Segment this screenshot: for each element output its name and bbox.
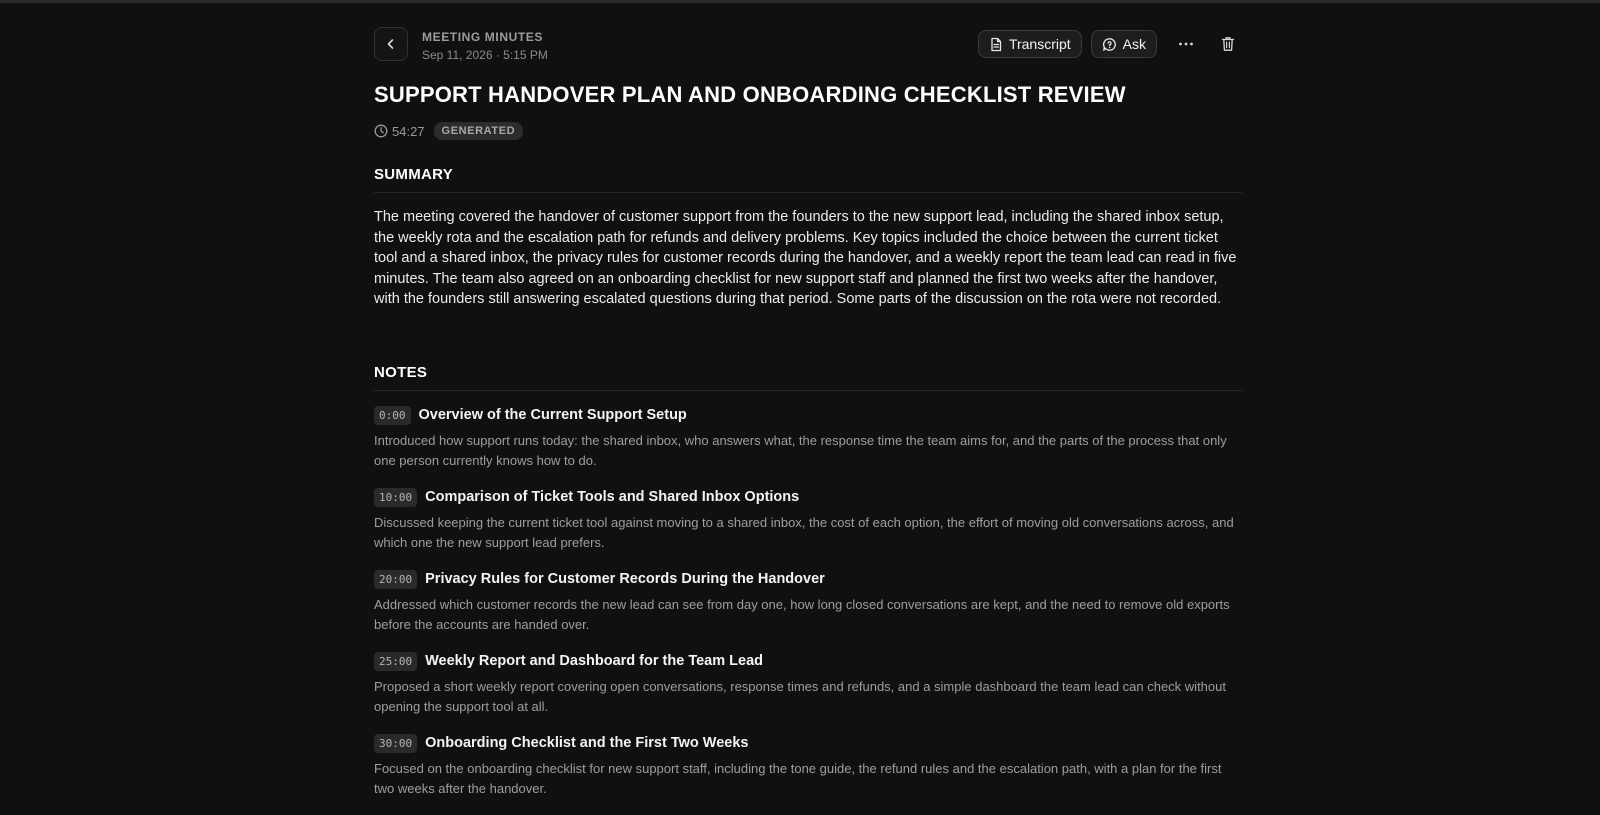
note-timestamp[interactable]: 0:00 [374, 406, 411, 425]
more-horizontal-icon [1178, 41, 1194, 47]
clock-icon [374, 124, 388, 138]
summary-text: The meeting covered the handover of customer support from the founders to the new support lead, including the shared inbox setup, the weekly rota and the escalation path for refunds and delivery problems. Key topics included the choice between the current ticket tool and a shared inbox, the privacy rules for customer records during the handover, and a weekly report the team lead can read in five minutes. The team also agreed on an onboarding checklist for new support staff and planned the first two weeks after the handover, with the founders still answering escalated questions during that period. Some parts of the discussion on the rota were not recorded. [374, 209, 1237, 307]
meeting-meta [374, 121, 523, 141]
note-title: Onboarding Checklist and the First Two Weeks [425, 735, 749, 751]
summary-heading: SUMMARY [374, 166, 1242, 193]
ask-button[interactable] [1091, 30, 1157, 58]
note-title: Privacy Rules for Customer Records During the Handover [425, 571, 825, 587]
delete-button[interactable] [1214, 30, 1242, 58]
note-item [374, 651, 1242, 733]
note-item [374, 733, 1242, 815]
note-body: Introduced how support runs today: the shared inbox, who answers what, the response time the team aims for, and the parts of the process that only one person currently knows how to do. [374, 433, 1227, 468]
breadcrumb [422, 30, 548, 63]
meeting-duration: 54:27 [392, 123, 425, 139]
note-timestamp[interactable]: 10:00 [374, 488, 417, 507]
more-button[interactable] [1172, 30, 1200, 58]
chevron-left-icon [384, 37, 398, 51]
trash-icon [1221, 36, 1235, 52]
note-item [374, 405, 1242, 487]
note-timestamp[interactable]: 30:00 [374, 734, 417, 753]
page-header [374, 27, 1242, 63]
meeting-datetime: Sep 11, 2026 · 5:15 PM [422, 48, 548, 62]
note-body: Addressed which customer records the new lead can see from day one, how long closed conversations are kept, and the need to remove old exports before the accounts are handed over. [374, 597, 1230, 632]
back-button[interactable] [374, 27, 408, 61]
transcript-button[interactable] [978, 30, 1082, 58]
note-timestamp[interactable]: 20:00 [374, 570, 417, 589]
ask-button-label: Ask [1122, 36, 1146, 52]
section-label: MEETING MINUTES [422, 30, 544, 44]
note-body: Focused on the onboarding checklist for new support staff, including the tone guide, the refund rules and the escalation path, with a plan for the first two weeks after the handover. [374, 761, 1222, 796]
window-top-border [0, 0, 1600, 3]
note-title: Comparison of Ticket Tools and Shared Inbox Options [425, 489, 800, 505]
note-item [374, 487, 1242, 569]
note-body: Proposed a short weekly report covering open conversations, response times and refunds, and a simple dashboard the team lead can check without opening the support tool at all. [374, 679, 1226, 714]
document-icon [989, 37, 1003, 52]
meeting-title: SUPPORT HANDOVER PLAN AND ONBOARDING CHECKLIST REVIEW [374, 82, 1126, 107]
notes-list [374, 405, 1242, 815]
status-badge: GENERATED [434, 122, 524, 140]
note-title: Weekly Report and Dashboard for the Team Lead [425, 653, 763, 669]
note-timestamp[interactable]: 25:00 [374, 652, 417, 671]
chat-bubble-icon [1102, 37, 1117, 52]
transcript-button-label: Transcript [1008, 36, 1071, 52]
note-title: Overview of the Current Support Setup [418, 407, 687, 423]
note-body: Discussed keeping the current ticket tool against moving to a shared inbox, the cost of each option, the effort of moving old conversations across, and which one the new support lead prefers. [374, 515, 1234, 550]
header-actions [978, 30, 1242, 58]
notes-heading: NOTES [374, 364, 1242, 391]
note-item [374, 569, 1242, 651]
